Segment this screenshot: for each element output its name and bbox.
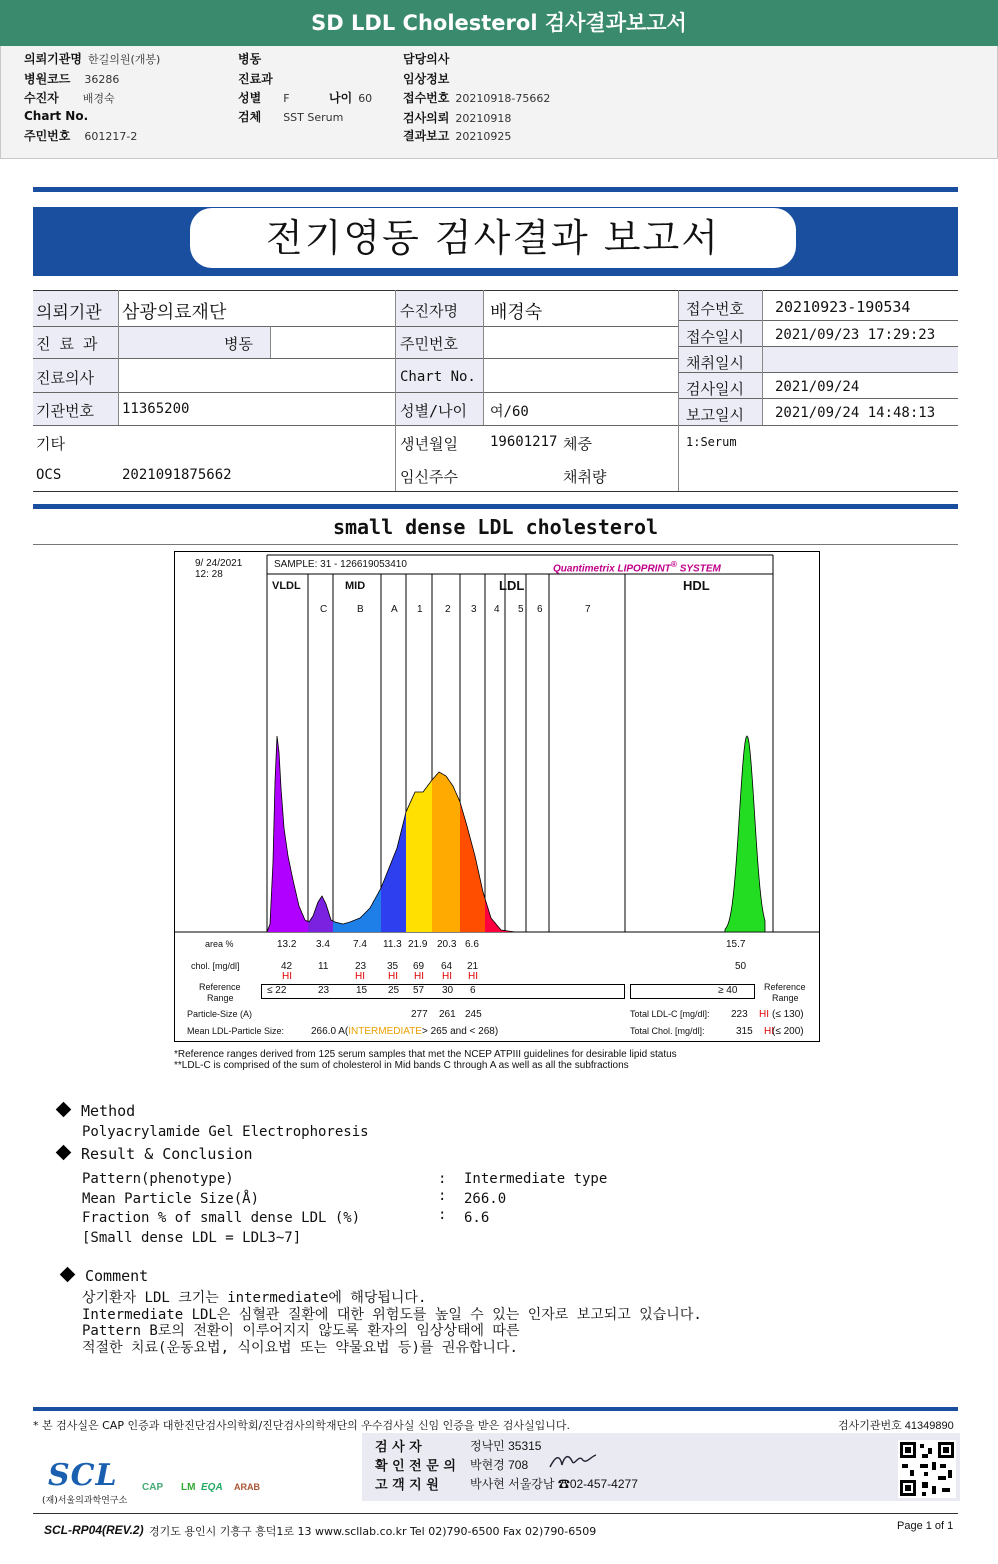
patient-label: 수진자명 xyxy=(400,302,458,320)
chol-value: 50 xyxy=(735,961,747,972)
band-label: C xyxy=(320,604,328,615)
mean-size: 266.0 A(INTERMEDIATE> 265 and < 268) xyxy=(311,1026,499,1037)
weight-label: 체중 xyxy=(563,435,592,453)
report-label: 보고일시 xyxy=(686,406,744,424)
total-ldl-label: Total LDL-C [mg/dl]: xyxy=(630,1009,710,1019)
chol-value: 69 xyxy=(413,961,425,972)
band-label: 7 xyxy=(585,604,591,615)
etc-label: 기타 xyxy=(36,435,65,453)
chart-sample: SAMPLE: 31 - 126619053410 xyxy=(274,559,407,570)
result-value: 6.6 xyxy=(464,1210,490,1226)
info-dept: 진료과 xyxy=(238,72,273,86)
particle-value: 277 xyxy=(411,1009,428,1020)
band-label: 4 xyxy=(494,604,500,615)
total-chol-label: Total Chol. [mg/dl]: xyxy=(630,1026,705,1036)
method-heading: Method xyxy=(58,1102,135,1120)
scl-logo: SCL xyxy=(48,1458,118,1493)
info-doctor: 담당의사 xyxy=(403,52,450,66)
ref-label-1-right: Reference xyxy=(764,982,806,992)
hi-flag: HI xyxy=(388,971,398,982)
volume-label: 채취량 xyxy=(563,468,607,486)
area-value: 13.2 xyxy=(277,939,297,950)
ref-value: 25 xyxy=(388,985,400,996)
comment-heading: Comment xyxy=(62,1267,148,1285)
area-value: 6.6 xyxy=(465,939,479,950)
area-value: 20.3 xyxy=(437,939,457,950)
result-note: [Small dense LDL = LDL3~7] xyxy=(82,1230,302,1246)
comment-line: Intermediate LDL은 심혈관 질환에 대한 위험도를 높일 수 있는 인자로 보고되고 있습니다. xyxy=(82,1307,702,1323)
qr-code-icon xyxy=(898,1440,956,1498)
ref-value: 15 xyxy=(356,985,368,996)
chol-label: chol. [mg/dl] xyxy=(191,961,240,971)
result-colon: : xyxy=(438,1188,447,1204)
mean-size-label: Mean LDL-Particle Size: xyxy=(187,1026,285,1036)
birth-value: 19601217 xyxy=(490,434,558,450)
section-title: small dense LDL cholesterol xyxy=(332,515,659,539)
result-colon: : xyxy=(438,1171,447,1187)
total-ldl-hi: HI xyxy=(759,1009,769,1020)
sex-age-label: 성별/나이 xyxy=(400,402,467,420)
hdl-ref-value: ≥ 40 xyxy=(718,985,738,996)
peak-ldl3 xyxy=(460,802,485,932)
area-label: area % xyxy=(205,939,234,949)
area-value: 15.7 xyxy=(726,939,746,950)
method-text: Polyacrylamide Gel Electrophoresis xyxy=(82,1124,369,1140)
diamond-icon xyxy=(60,1267,76,1283)
band-label: 5 xyxy=(518,604,524,615)
ocs-label: OCS xyxy=(36,467,62,483)
area-value: 7.4 xyxy=(353,939,367,950)
particle-value: 245 xyxy=(465,1009,482,1020)
group-label-mid: MID xyxy=(345,580,366,592)
result-heading: Result & Conclusion xyxy=(58,1145,253,1163)
doc-code: SCL-RP04(REV.2) xyxy=(44,1523,144,1537)
ref-label-2-right: Range xyxy=(772,993,799,1003)
peak-mid-a xyxy=(381,812,406,932)
footer-rule xyxy=(33,1407,958,1411)
band-label: B xyxy=(357,604,364,615)
org-value: 삼광의료재단 xyxy=(122,302,227,323)
recv-no-value: 20210923-190534 xyxy=(775,298,911,316)
chart-label: Chart No. xyxy=(400,369,476,385)
info-clinical: 임상정보 xyxy=(403,72,450,86)
org-label: 의뢰기관 xyxy=(36,303,102,323)
info-hospital-code: 병원코드 36286 xyxy=(24,72,120,86)
hi-flag: HI xyxy=(282,971,292,982)
group-label-ldl: LDL xyxy=(499,578,525,593)
footnote-2: **LDL-C is comprised of the sum of cholesterol in Mid bands C through A as well as all the subfractions xyxy=(174,1060,629,1071)
area-value: 11.3 xyxy=(383,939,402,950)
info-specimen: 검체 SST Serum xyxy=(238,110,344,124)
cert-text: * 본 검사실은 CAP 인증과 대한진단검사의학회/진단검사의학재단의 우수검사실 신임 인증을 받은 검사실입니다. xyxy=(33,1419,571,1432)
band-label: 1 xyxy=(417,604,423,615)
comment-line: 적절한 치료(운동요법, 식이요법 또는 약물요법 등)를 권유합니다. xyxy=(82,1340,518,1356)
test-label: 검사일시 xyxy=(686,380,744,398)
total-ldl-value: 223 xyxy=(731,1009,748,1020)
ref-value: 30 xyxy=(442,985,454,996)
info-resident-no: 주민번호 601217-2 xyxy=(24,129,138,143)
chol-value: 42 xyxy=(281,961,293,972)
result-colon: : xyxy=(438,1207,447,1223)
peak-ldl4 xyxy=(485,899,515,933)
chart-svg xyxy=(175,552,819,1041)
staff-role: 검 사 자 xyxy=(375,1440,422,1455)
band-label: 2 xyxy=(445,604,451,615)
chol-value: 21 xyxy=(467,961,479,972)
peak-hdl xyxy=(725,736,765,932)
peak-vldl xyxy=(267,736,308,932)
top-rule xyxy=(33,187,958,192)
chart-date: 9/ 24/2021 xyxy=(195,558,243,569)
band-label: A xyxy=(391,604,398,615)
band-label: 6 xyxy=(537,604,543,615)
hi-flag: HI xyxy=(468,971,478,982)
lipoprint-chart xyxy=(174,551,820,1042)
hi-flag: HI xyxy=(355,971,365,982)
dept-value: 병동 xyxy=(224,335,253,353)
ref-value: 23 xyxy=(318,985,330,996)
band-label: 3 xyxy=(471,604,477,615)
info-age: 나이 60 xyxy=(329,91,373,105)
chart-brand: Quantimetrix LIPOPRINT® SYSTEM xyxy=(553,559,721,575)
result-value: 266.0 xyxy=(464,1191,507,1207)
recv-date-label: 접수일시 xyxy=(686,328,744,346)
ref-value: 57 xyxy=(413,985,425,996)
staff-role: 고 객 지 원 xyxy=(375,1478,439,1493)
chol-value: 23 xyxy=(355,961,367,972)
total-chol-ref: (≤ 200) xyxy=(772,1026,804,1037)
info-request-date: 검사의뢰 20210918 xyxy=(403,111,512,125)
comment-line: 상기환자 LDL 크기는 intermediate에 해당됩니다. xyxy=(82,1290,427,1306)
inst-value: 11365200 xyxy=(122,401,190,417)
hi-flag: HI xyxy=(414,971,424,982)
signature-icon xyxy=(548,1451,598,1473)
arab-logo: ARAB xyxy=(234,1482,260,1492)
report-value: 2021/09/24 14:48:13 xyxy=(775,405,936,421)
info-org: 의뢰기관명 한길의원(개봉) xyxy=(24,52,161,66)
peak-ldl2 xyxy=(432,772,460,932)
mid-rule xyxy=(33,504,958,509)
ref-label-1: Reference xyxy=(199,982,241,992)
birth-label: 생년월일 xyxy=(400,435,458,453)
particle-value: 261 xyxy=(439,1009,456,1020)
cap-logo: CAP xyxy=(142,1482,164,1493)
group-label-hdl: HDL xyxy=(683,578,710,593)
chol-value: 35 xyxy=(387,961,399,972)
hi-flag: HI xyxy=(442,971,452,982)
ref-value: ≤ 22 xyxy=(267,985,287,996)
result-value: Intermediate type xyxy=(464,1171,608,1187)
total-ldl-ref: (≤ 130) xyxy=(772,1009,804,1020)
dept-label: 진 료 과 xyxy=(36,335,98,353)
test-value: 2021/09/24 xyxy=(775,379,860,395)
collect-label: 채취일시 xyxy=(686,354,744,372)
lm-logo: LM xyxy=(181,1482,196,1493)
footnote-1: *Reference ranges derived from 125 serum samples that met the NCEP ATPIII guidelines for desirable lipid status xyxy=(174,1049,677,1060)
page-number: Page 1 of 1 xyxy=(897,1520,954,1532)
chol-value: 11 xyxy=(318,961,329,972)
diamond-icon xyxy=(56,1145,72,1161)
info-chart-no: Chart No. xyxy=(24,109,89,123)
result-label: Pattern(phenotype) xyxy=(82,1171,234,1187)
recv-date-value: 2021/09/23 17:29:23 xyxy=(775,327,936,343)
info-patient: 수진자 배경숙 xyxy=(24,91,115,105)
chol-value: 64 xyxy=(441,961,453,972)
id-label: 주민번호 xyxy=(400,335,458,353)
area-value: 21.9 xyxy=(408,939,428,950)
ocs-value: 2021091875662 xyxy=(122,467,232,483)
staff-role: 확 인 전 문 의 xyxy=(375,1459,456,1474)
diamond-icon xyxy=(56,1102,72,1118)
lab-number: 검사기관번호 41349890 xyxy=(838,1420,954,1432)
report-header-title: SD LDL Cholesterol 검사결과보고서 xyxy=(0,0,998,46)
peak-mid-b xyxy=(333,888,381,932)
staff-value: 박사현 서울강남 ☎02-457-4277 xyxy=(470,1477,638,1491)
result-label: Mean Particle Size(Å) xyxy=(82,1191,260,1207)
patient-value: 배경숙 xyxy=(490,302,543,323)
staff-value: 박현경 708 xyxy=(470,1458,529,1472)
info-receipt-no: 접수번호 20210918-75662 xyxy=(403,91,551,105)
chart-time: 12: 28 xyxy=(195,569,223,580)
ref-value: 6 xyxy=(470,985,476,996)
scl-logo-subtitle: (재)서울의과학연구소 xyxy=(42,1496,128,1506)
inst-label: 기관번호 xyxy=(36,402,94,420)
staff-value: 정낙민 35315 xyxy=(470,1439,542,1453)
area-value: 3.4 xyxy=(316,939,330,950)
group-label-vldl: VLDL xyxy=(272,580,301,592)
report-title: 전기영동 검사결과 보고서 xyxy=(190,208,796,268)
comment-line: Pattern B로의 전환이 이루어지지 않도록 환자의 임상상태에 따른 xyxy=(82,1323,520,1339)
ref-label-2: Range xyxy=(207,993,234,1003)
result-label: Fraction % of small dense LDL (%) xyxy=(82,1210,361,1226)
doctor-label: 진료의사 xyxy=(36,369,94,387)
sex-age-value: 여/60 xyxy=(490,404,529,420)
top-info-panel xyxy=(0,46,998,159)
footer-address: 경기도 용인시 기흥구 흥덕1로 13 www.scllab.co.kr Tel 02)790-6500 Fax 02)790-6509 xyxy=(149,1525,597,1538)
info-sex: 성별 F xyxy=(238,91,290,105)
total-chol-value: 315 xyxy=(736,1026,753,1037)
particle-label: Particle-Size (A) xyxy=(187,1009,253,1019)
preg-label: 임신주수 xyxy=(400,468,458,486)
info-ward: 병동 xyxy=(238,52,262,66)
info-report-date: 결과보고 20210925 xyxy=(403,129,512,143)
recv-no-label: 접수번호 xyxy=(686,300,744,318)
specimen-value: 1:Serum xyxy=(686,435,737,449)
eqa-logo: EQA xyxy=(201,1482,223,1493)
total-chol-hi: HI xyxy=(764,1026,774,1037)
